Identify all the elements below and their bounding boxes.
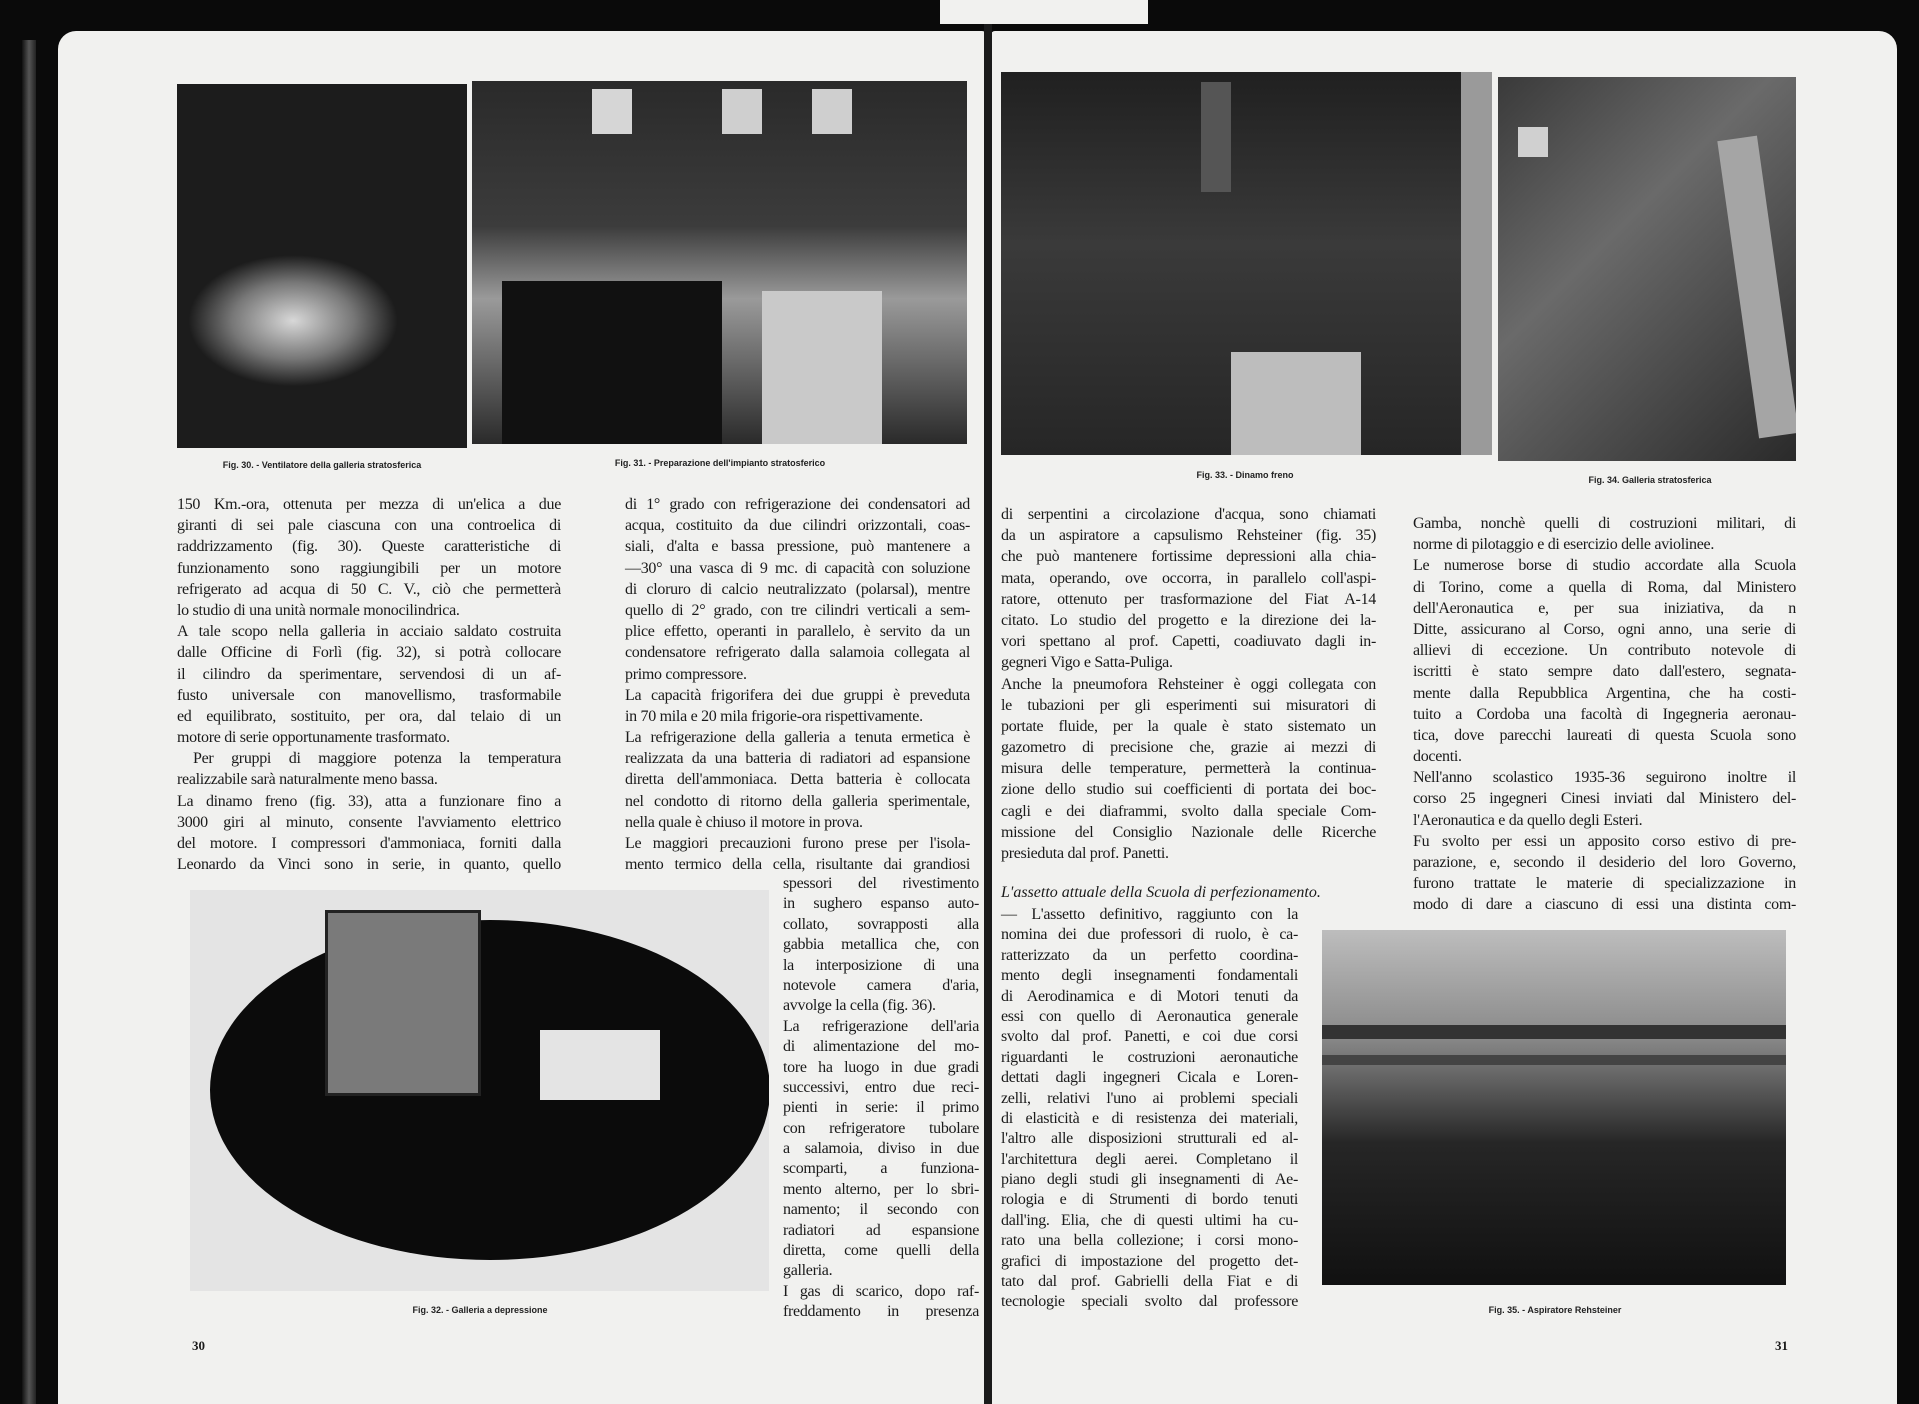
text-line: di 1° grado con refrigerazione dei condensatori ad: [625, 496, 970, 513]
text-line: collato, sovrapposti alla: [783, 915, 979, 933]
text-line: tore ha luogo in due gradi: [783, 1058, 979, 1076]
text-column-1: [177, 494, 561, 875]
text-line: portate fluide, per la quale è stato sistemato un: [1001, 717, 1376, 735]
text-line: zione dello studio sui coefficienti di portata dei boc-: [1001, 781, 1376, 799]
text-line: la interposizione di una: [783, 956, 979, 974]
text-line: realizzabile sarà naturalmente meno bassa.: [177, 771, 438, 789]
text-line: Le numerose borse di studio accordate alla Scuola: [1413, 557, 1796, 575]
text-line: le tubazioni per gli esperimenti sui misuratori di: [1001, 696, 1376, 714]
page-gutter: [984, 24, 992, 1404]
caption-fig32: Fig. 32. - Galleria a depressione: [412, 1305, 548, 1315]
text-line: Fu svolto per essi un apposito corso estivo di pre-: [1413, 832, 1796, 850]
section-heading: L'assetto attuale della Scuola di perfezionamento.: [1001, 884, 1321, 901]
text-line: modo di dare a ciascuno di essi una distinta com-: [1413, 896, 1796, 914]
text-line: in sughero espanso auto-: [783, 895, 979, 913]
text-line: avvolge la cella (fig. 36).: [783, 997, 936, 1015]
text-line: mata, operando, ove occorra, in parallelo coll'aspi-: [1001, 569, 1376, 587]
text-line: La capacità frigorifera dei due gruppi è preveduta: [625, 686, 970, 704]
text-line: tuito a Cordoba una facoltà di Ingegneria aeronau-: [1413, 705, 1796, 723]
text-line: gabbia metallica che, con: [783, 936, 979, 954]
text-line: Leonardo da Vinci sono in serie, in quanto, quello: [177, 856, 561, 874]
text-line: Anche la pneumofora Rehsteiner è oggi collegata con: [1001, 675, 1376, 693]
text-line: zelli, relativi l'uno ai problemi speciali: [1001, 1089, 1298, 1107]
text-line: siali, d'alta e bassa pressione, può mantenere a: [625, 538, 970, 556]
text-line: La refrigerazione della galleria a tenuta ermetica è: [625, 729, 970, 747]
text-line: di Aerodinamica e di Motori tenuti da: [1001, 987, 1298, 1005]
text-line: rato una bella collezione; i corsi mono-: [1001, 1232, 1298, 1250]
text-line: namento; il secondo con: [783, 1201, 979, 1219]
text-line: successivi, entro due reci-: [783, 1078, 979, 1096]
text-line: in 70 mila e 20 mila frigorie-ora rispettivamente.: [625, 707, 923, 725]
text-line: di alimentazione del mo-: [783, 1038, 979, 1056]
text-line: mento termico della cella, risultante dai grandiosi: [625, 856, 970, 874]
text-line: vori spettano al prof. Capetti, coadiuvato dagli in-: [1001, 633, 1376, 651]
text-line: fusto universale con manovellismo, trasformabile: [177, 686, 561, 704]
text-line: tica, dove parecchi laureati di questa Scuola sono: [1413, 726, 1796, 744]
text-line: funzionamento sono raggiungibili per un motore: [177, 559, 561, 577]
left-book-edge: [22, 40, 36, 1404]
text-line: refrigerato ad acqua di 50 C. V., ciò che permetterà: [177, 580, 561, 598]
text-line: l'altro alle disposizioni strutturali ed al-: [1001, 1130, 1298, 1148]
text-line: grafici di impostazione del progetto det-: [1001, 1252, 1298, 1270]
photo-fig31: [472, 81, 967, 444]
photo-fig30: [177, 84, 467, 448]
photo-fig32: [190, 890, 769, 1291]
text-line: docenti.: [1413, 748, 1462, 766]
text-line: — L'assetto definitivo, raggiunto con la: [1001, 906, 1298, 923]
text-line: mente dalla Repubblica Argentina, che ha costi-: [1413, 684, 1796, 702]
page-number-left: 30: [192, 1338, 205, 1353]
text-line: missione del Consiglio Nazionale delle Ricerche: [1001, 823, 1376, 841]
text-line: La dinamo freno (fig. 33), atta a funzionare fino a: [177, 792, 561, 810]
text-line: mento degli insegnamenti fondamentali: [1001, 967, 1298, 985]
text-line: misura delle temperature, permetterà la continua-: [1001, 760, 1376, 778]
photo-fig35: [1322, 930, 1786, 1285]
text-line: A tale scopo nella galleria in acciaio saldato costruita: [177, 623, 561, 641]
text-line: spessori del rivestimento: [783, 875, 979, 892]
text-line: norme di pilotaggio e di esercizio delle aviolinee.: [1413, 536, 1715, 554]
text-line: diretta, come quelli della: [783, 1242, 979, 1260]
text-line: raddrizzamento (fig. 30). Queste caratteristiche di: [177, 538, 561, 556]
text-column-3: [1001, 504, 1376, 864]
text-line: presieduta dal prof. Panetti.: [1001, 845, 1169, 862]
text-line: notevole camera d'aria,: [783, 976, 979, 994]
text-line: rologia e di Strumenti di bordo tenuti: [1001, 1191, 1298, 1209]
text-line: radiatori ad espansione: [783, 1221, 979, 1239]
caption-fig33: Fig. 33. - Dinamo freno: [1196, 470, 1294, 480]
text-line: quello di 2° grado, con tre cilindri verticali a sem-: [625, 601, 970, 619]
text-line: citato. Lo studio del progetto e la direzione dei la-: [1001, 611, 1376, 629]
text-line: nomina dei due professori di ruolo, è ca-: [1001, 926, 1298, 944]
text-line: allievi di eccezione. Un contributo notevole di: [1413, 642, 1796, 660]
text-line: da un aspiratore a capsulismo Rehsteiner (fig. 35): [1001, 527, 1376, 545]
text-line: diretta dell'ammoniaca. Detta batteria è collocata: [625, 771, 970, 789]
text-line: realizzata da una batteria di radiatori ad espansione: [625, 750, 970, 768]
photo-fig33: [1001, 72, 1492, 455]
caption-fig35: Fig. 35. - Aspiratore Rehsteiner: [1488, 1305, 1622, 1315]
photo-fig34: [1498, 77, 1796, 461]
text-line: motore di serie opportunamente trasformato.: [177, 729, 450, 747]
text-line: condensatore refrigerato dalla salamoia collegata al: [625, 644, 970, 662]
text-line: nella quale è chiuso il motore in prova.: [625, 813, 863, 831]
text-column-3-narrow: [1001, 905, 1298, 1313]
text-line: ed equilibrato, sostituito, per ora, dal telaio di un: [177, 707, 561, 725]
text-line: dell'Aeronautica e, per sua iniziativa, da n: [1413, 599, 1796, 617]
text-line: 3000 giri al minuto, consente l'avviamento elettrico: [177, 813, 561, 831]
text-line: Gamba, nonchè quelli di costruzioni militari, di: [1413, 515, 1796, 532]
scan-top-strip: [940, 0, 1148, 24]
text-line: galleria.: [783, 1262, 833, 1280]
text-line: l'Aeronautica e da quello degli Esteri.: [1413, 811, 1643, 829]
text-line: tato dal prof. Gabrielli della Fiat e di: [1001, 1273, 1298, 1291]
text-line: cagli e dei diaframmi, svolto dalla speciale Com-: [1001, 802, 1376, 820]
text-line: pienti in serie: il primo: [783, 1099, 979, 1117]
text-line: ratterizzato da un perfetto coordina-: [1001, 946, 1298, 964]
text-line: Per gruppi di maggiore potenza la temperatura: [193, 750, 561, 768]
page-number-right: 31: [1775, 1338, 1788, 1353]
text-line: di Torino, come a quella di Roma, dal Ministero: [1413, 578, 1796, 596]
caption-fig31: Fig. 31. - Preparazione dell'impianto stratosferico: [614, 458, 826, 468]
text-line: acqua, costituito da due cilindri orizzontali, coas-: [625, 517, 970, 535]
text-line: l'architettura degli aerei. Completano il: [1001, 1150, 1298, 1168]
caption-fig30: Fig. 30. - Ventilatore della galleria stratosferica: [222, 460, 422, 470]
text-line: Nell'anno scolastico 1935-36 seguirono inoltre il: [1413, 769, 1796, 787]
text-line: essi con quello di Aeronautica generale: [1001, 1007, 1298, 1025]
text-line: con refrigeratore tubolare: [783, 1119, 979, 1137]
text-line: dettati dagli ingegneri Cicala e Loren-: [1001, 1069, 1298, 1087]
text-column-4: [1413, 513, 1796, 916]
text-line: corso 25 ingegneri Cinesi inviati dal Ministero del-: [1413, 790, 1796, 808]
text-line: scomparti, a funziona-: [783, 1160, 979, 1178]
text-line: nel condotto di ritorno della galleria sperimentale,: [625, 792, 970, 810]
text-line: primo compressore.: [625, 665, 747, 683]
text-line: I gas di scarico, dopo raf-: [783, 1282, 979, 1300]
text-line: iscritti è stato sempre dato dall'estero, segnata-: [1413, 663, 1796, 681]
text-line: piano degli studi gli insegnamenti di Ae-: [1001, 1171, 1298, 1189]
text-line: mento alterno, per lo sbri-: [783, 1180, 979, 1198]
text-line: plice effetto, operanti in parallelo, è servito da un: [625, 623, 970, 641]
text-line: freddamento in presenza: [783, 1303, 979, 1321]
text-line: La refrigerazione dell'aria: [783, 1017, 979, 1035]
text-line: dalle Officine di Forlì (fig. 32), si potrà collocare: [177, 644, 561, 662]
text-line: Ditte, assicurano al Corso, ogni anno, una serie di: [1413, 620, 1796, 638]
text-line: 150 Km.-ora, ottenuta per mezza di un'elica a due: [177, 496, 561, 513]
text-line: lo studio di una unità normale monocilindrica.: [177, 601, 460, 619]
text-line: a salamoia, diviso in due: [783, 1140, 979, 1158]
text-line: Le maggiori precauzioni furono prese per l'isola-: [625, 835, 970, 852]
text-line: —30° una vasca di 9 mc. di capacità con soluzione: [625, 559, 970, 577]
text-line: svolto dal prof. Panetti, e coi due corsi: [1001, 1028, 1298, 1046]
text-line: furono trattate le materie di specializzazione in: [1413, 875, 1796, 893]
text-line: riguardanti le costruzioni aeronautiche: [1001, 1048, 1298, 1066]
text-line: gegneri Vigo e Satta-Puliga.: [1001, 654, 1173, 672]
text-column-2: [625, 494, 970, 875]
text-line: parazione, e, secondo il desiderio del loro Governo,: [1413, 854, 1796, 871]
text-line: di elasticità e di resistenza dei materiali,: [1001, 1109, 1298, 1127]
text-line: gazometro di precisione che, grazie ai mezzi di: [1001, 739, 1376, 757]
text-line: di serpentini a circolazione d'acqua, sono chiamati: [1001, 506, 1376, 523]
caption-fig34: Fig. 34. Galleria stratosferica: [1588, 475, 1712, 485]
text-line: tecnologie speciali svolto dal professore: [1001, 1293, 1298, 1311]
text-line: ratore, ottenuto per trasformazione del Fiat A-14: [1001, 590, 1376, 608]
text-column-2-narrow: [783, 874, 979, 1323]
text-line: giranti di sei pale ciascuna con una controelica di: [177, 517, 561, 535]
text-line: che può mantenere fortissime depressioni alla chia-: [1001, 548, 1376, 566]
text-line: di cloruro di calcio neutralizzato (polarsal), mentre: [625, 580, 970, 598]
text-line: dall'ing. Elia, che di questi ultimi ha cu-: [1001, 1211, 1298, 1229]
text-line: il cilindro da sperimentare, servendosi di un af-: [177, 665, 561, 683]
text-line: del motore. I compressori d'ammoniaca, forniti dalla: [177, 835, 561, 852]
